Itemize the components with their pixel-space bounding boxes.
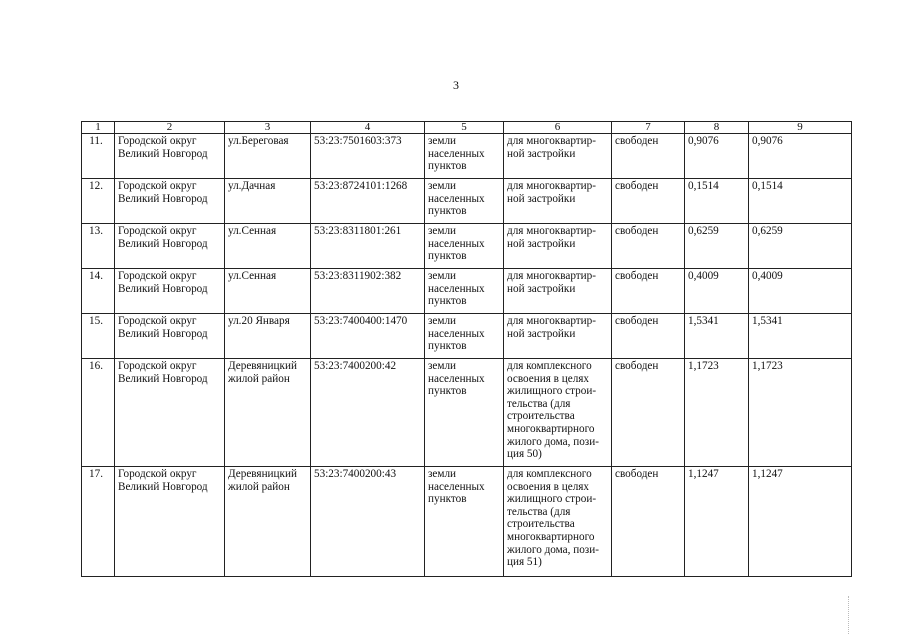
status-cell: свободен [612,467,685,577]
status-cell: свободен [612,134,685,179]
land-category-cell: земли населенных пунктов [425,224,504,269]
row-number: 16. [82,359,115,467]
district-cell: Городской округ Великий Новгород [115,314,225,359]
column-header: 3 [225,122,311,134]
area-total-cell: 0,4009 [749,269,852,314]
column-header: 9 [749,122,852,134]
column-header: 4 [311,122,425,134]
status-cell: свободен [612,314,685,359]
row-number: 17. [82,467,115,577]
location-cell: ул.Сенная [225,224,311,269]
district-cell: Городской округ Великий Новгород [115,269,225,314]
location-cell: ул.Сенная [225,269,311,314]
area-cell: 1,1247 [685,467,749,577]
district-cell: Городской округ Великий Новгород [115,224,225,269]
row-number: 11. [82,134,115,179]
area-total-cell: 1,1723 [749,359,852,467]
permitted-use-cell: для многоквартир-ной застройки [504,314,612,359]
district-cell: Городской округ Великий Новгород [115,134,225,179]
area-cell: 1,5341 [685,314,749,359]
land-plots-table [81,121,852,577]
area-total-cell: 0,6259 [749,224,852,269]
area-total-cell: 1,1247 [749,467,852,577]
permitted-use-cell: для комплексного освоения в целях жилищного строи-тельства (для строительства многоквартирного жилого дома, пози-ция 50) [504,359,612,467]
area-total-cell: 0,1514 [749,179,852,224]
area-total-cell: 0,9076 [749,134,852,179]
table-row [82,359,852,467]
cadastral-number-cell: 53:23:7501603:373 [311,134,425,179]
area-cell: 0,9076 [685,134,749,179]
location-cell: ул.Дачная [225,179,311,224]
land-category-cell: земли населенных пунктов [425,269,504,314]
row-number: 12. [82,179,115,224]
permitted-use-cell: для многоквартир-ной застройки [504,134,612,179]
cadastral-number-cell: 53:23:8311902:382 [311,269,425,314]
cadastral-number-cell: 53:23:7400400:1470 [311,314,425,359]
land-category-cell: земли населенных пунктов [425,134,504,179]
table-row [82,134,852,179]
status-cell: свободен [612,224,685,269]
status-cell: свободен [612,269,685,314]
location-cell: ул.20 Января [225,314,311,359]
cadastral-number-cell: 53:23:7400200:42 [311,359,425,467]
row-number: 14. [82,269,115,314]
district-cell: Городской округ Великий Новгород [115,179,225,224]
cadastral-number-cell: 53:23:8311801:261 [311,224,425,269]
row-number: 13. [82,224,115,269]
location-cell: Деревяницкий жилой район [225,467,311,577]
land-category-cell: земли населенных пунктов [425,314,504,359]
table-row [82,224,852,269]
header-row [82,122,852,134]
area-cell: 1,1723 [685,359,749,467]
cadastral-number-cell: 53:23:8724101:1268 [311,179,425,224]
land-category-cell: земли населенных пунктов [425,467,504,577]
permitted-use-cell: для многоквартир-ной застройки [504,269,612,314]
table-row [82,314,852,359]
area-cell: 0,1514 [685,179,749,224]
status-cell: свободен [612,359,685,467]
row-number: 15. [82,314,115,359]
table-row [82,467,852,577]
area-cell: 0,6259 [685,224,749,269]
column-header: 8 [685,122,749,134]
scan-artifact [848,596,850,634]
page-number: 3 [453,78,459,92]
location-cell: Деревяницкий жилой район [225,359,311,467]
permitted-use-cell: для комплексного освоения в целях жилищного строи-тельства (для строительства многоквартирного жилого дома, пози-ция 51) [504,467,612,577]
table-row [82,179,852,224]
column-header: 6 [504,122,612,134]
table-row [82,269,852,314]
location-cell: ул.Береговая [225,134,311,179]
land-category-cell: земли населенных пунктов [425,359,504,467]
district-cell: Городской округ Великий Новгород [115,359,225,467]
status-cell: свободен [612,179,685,224]
permitted-use-cell: для многоквартир-ной застройки [504,224,612,269]
column-header: 2 [115,122,225,134]
area-cell: 0,4009 [685,269,749,314]
land-category-cell: земли населенных пунктов [425,179,504,224]
district-cell: Городской округ Великий Новгород [115,467,225,577]
column-header: 5 [425,122,504,134]
column-header: 7 [612,122,685,134]
area-total-cell: 1,5341 [749,314,852,359]
permitted-use-cell: для многоквартир-ной застройки [504,179,612,224]
cadastral-number-cell: 53:23:7400200:43 [311,467,425,577]
column-header: 1 [82,122,115,134]
